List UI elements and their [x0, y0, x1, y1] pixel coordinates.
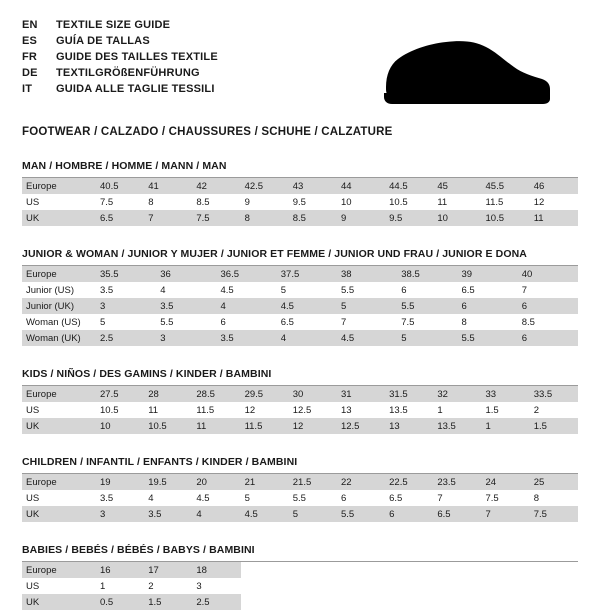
size-cell: 6.5 [385, 490, 433, 506]
size-cell: 35.5 [96, 266, 156, 282]
size-table [22, 474, 578, 522]
size-cell: 8 [241, 210, 289, 226]
language-title: TEXTILE SIZE GUIDE [56, 19, 171, 31]
size-cell: 1.5 [144, 594, 192, 610]
size-cell: 2 [144, 578, 192, 594]
row-label: Europe [22, 562, 96, 578]
size-cell [289, 578, 337, 594]
size-cell: 8 [458, 314, 518, 330]
size-section [22, 368, 578, 434]
row-label: Junior (UK) [22, 298, 96, 314]
size-cell: 4.5 [277, 298, 337, 314]
size-cell: 11 [192, 418, 240, 434]
size-cell: 3 [96, 298, 156, 314]
size-cell: 7 [518, 282, 578, 298]
row-label: Woman (US) [22, 314, 96, 330]
size-cell: 10.5 [385, 194, 433, 210]
size-cell: 21.5 [289, 474, 337, 490]
table-row [22, 194, 578, 210]
language-code: FR [22, 51, 38, 63]
size-cell: 6.5 [433, 506, 481, 522]
size-cell: 21 [241, 474, 289, 490]
size-cell: 42.5 [241, 178, 289, 194]
size-cell: 11 [530, 210, 578, 226]
size-cell: 3.5 [96, 282, 156, 298]
size-cell: 28 [144, 386, 192, 402]
size-cell: 12 [241, 402, 289, 418]
row-label: US [22, 578, 96, 594]
size-cell: 2.5 [96, 330, 156, 346]
size-cell: 7.5 [192, 210, 240, 226]
size-cell: 5 [397, 330, 457, 346]
size-cell: 4.5 [217, 282, 277, 298]
size-table [22, 178, 578, 226]
size-cell: 19.5 [144, 474, 192, 490]
size-cell: 3 [192, 578, 240, 594]
language-title: GUIDE DES TAILLES TEXTILE [56, 51, 218, 63]
size-cell [241, 578, 289, 594]
size-cell: 6 [337, 490, 385, 506]
size-cell: 42 [192, 178, 240, 194]
size-cell: 5.5 [156, 314, 216, 330]
size-cell: 30 [289, 386, 337, 402]
size-cell: 45.5 [482, 178, 530, 194]
size-cell: 10 [433, 210, 481, 226]
language-row [22, 34, 218, 48]
size-cell: 28.5 [192, 386, 240, 402]
size-cell: 36 [156, 266, 216, 282]
size-cell: 9.5 [385, 210, 433, 226]
size-cell: 16 [96, 562, 144, 578]
size-cell: 8 [530, 490, 578, 506]
size-cell: 44.5 [385, 178, 433, 194]
size-cell: 13.5 [385, 402, 433, 418]
size-cell: 39 [458, 266, 518, 282]
size-cell [482, 578, 530, 594]
size-cell: 5.5 [337, 282, 397, 298]
table-row [22, 474, 578, 490]
size-cell: 33.5 [530, 386, 578, 402]
size-cell: 33 [482, 386, 530, 402]
size-cell: 10.5 [482, 210, 530, 226]
size-cell: 3.5 [217, 330, 277, 346]
size-cell [337, 594, 385, 610]
size-cell [530, 562, 578, 578]
size-cell: 11.5 [241, 418, 289, 434]
size-cell: 6.5 [96, 210, 144, 226]
size-cell: 36.5 [217, 266, 277, 282]
row-label: UK [22, 418, 96, 434]
section-title: MAN / HOMBRE / HOMME / MANN / MAN [22, 160, 578, 178]
size-cell: 9 [337, 210, 385, 226]
size-cell: 4.5 [241, 506, 289, 522]
size-sections [22, 160, 578, 610]
table-row [22, 314, 578, 330]
table-row [22, 386, 578, 402]
size-cell: 5 [96, 314, 156, 330]
size-cell [337, 578, 385, 594]
language-code: IT [22, 83, 33, 95]
table-row [22, 402, 578, 418]
language-title: GUIDA ALLE TAGLIE TESSILI [56, 83, 215, 95]
size-cell: 11 [433, 194, 481, 210]
size-section [22, 248, 578, 346]
size-cell: 5.5 [397, 298, 457, 314]
size-cell: 44 [337, 178, 385, 194]
language-code: ES [22, 35, 38, 47]
table-row [22, 266, 578, 282]
size-cell: 4.5 [337, 330, 397, 346]
size-section [22, 544, 578, 610]
size-cell: 1 [96, 578, 144, 594]
size-cell: 31 [337, 386, 385, 402]
size-cell: 13 [337, 402, 385, 418]
size-cell: 41 [144, 178, 192, 194]
size-cell: 3 [156, 330, 216, 346]
size-table [22, 562, 578, 610]
table-row [22, 330, 578, 346]
size-cell: 5.5 [458, 330, 518, 346]
size-cell: 4 [277, 330, 337, 346]
size-cell: 6 [217, 314, 277, 330]
row-label: US [22, 490, 96, 506]
row-label: Junior (US) [22, 282, 96, 298]
language-title: TEXTILGRÖßENFÜHRUNG [56, 67, 200, 79]
size-cell: 8 [144, 194, 192, 210]
size-cell: 38 [337, 266, 397, 282]
size-cell: 22 [337, 474, 385, 490]
size-cell: 20 [192, 474, 240, 490]
size-cell [241, 594, 289, 610]
section-title: CHILDREN / INFANTIL / ENFANTS / KINDER / BAMBINI [22, 456, 578, 474]
size-cell: 12.5 [289, 402, 337, 418]
language-code: DE [22, 67, 38, 79]
size-section [22, 456, 578, 522]
row-label: UK [22, 506, 96, 522]
size-cell: 9.5 [289, 194, 337, 210]
size-cell: 2.5 [192, 594, 240, 610]
size-cell: 8.5 [192, 194, 240, 210]
size-cell: 43 [289, 178, 337, 194]
footwear-category-line: FOOTWEAR / CALZADO / CHAUSSURES / SCHUHE / CALZATURE [22, 126, 393, 138]
language-row [22, 18, 218, 32]
size-cell: 12 [530, 194, 578, 210]
size-cell: 3.5 [156, 298, 216, 314]
size-cell: 1.5 [530, 418, 578, 434]
row-label: UK [22, 594, 96, 610]
size-cell: 40.5 [96, 178, 144, 194]
size-cell: 5 [337, 298, 397, 314]
dress-shoe-icon [374, 28, 554, 114]
size-cell: 10 [337, 194, 385, 210]
size-cell: 5 [277, 282, 337, 298]
size-cell: 1.5 [482, 402, 530, 418]
size-cell [433, 562, 481, 578]
language-row [22, 50, 218, 64]
size-cell [433, 578, 481, 594]
size-cell: 29.5 [241, 386, 289, 402]
size-cell: 13 [385, 418, 433, 434]
size-cell: 27.5 [96, 386, 144, 402]
size-cell: 10.5 [144, 418, 192, 434]
language-title-list [22, 18, 218, 96]
size-cell: 8.5 [289, 210, 337, 226]
size-cell: 12 [289, 418, 337, 434]
size-cell: 18 [192, 562, 240, 578]
size-cell [289, 594, 337, 610]
size-cell: 10.5 [96, 402, 144, 418]
size-cell [482, 562, 530, 578]
size-cell: 38.5 [397, 266, 457, 282]
row-label: US [22, 402, 96, 418]
size-cell: 6.5 [277, 314, 337, 330]
size-cell: 3.5 [144, 506, 192, 522]
size-cell: 19 [96, 474, 144, 490]
size-cell: 7.5 [397, 314, 457, 330]
size-cell: 7.5 [530, 506, 578, 522]
row-label: UK [22, 210, 96, 226]
size-cell: 7 [337, 314, 397, 330]
size-cell: 6 [397, 282, 457, 298]
table-row [22, 490, 578, 506]
table-row [22, 562, 578, 578]
size-cell: 5.5 [337, 506, 385, 522]
size-cell: 22.5 [385, 474, 433, 490]
size-cell: 11.5 [482, 194, 530, 210]
size-cell [385, 578, 433, 594]
size-cell: 17 [144, 562, 192, 578]
size-table [22, 266, 578, 346]
size-cell: 4 [192, 506, 240, 522]
size-cell: 46 [530, 178, 578, 194]
size-cell: 40 [518, 266, 578, 282]
size-cell: 4 [144, 490, 192, 506]
table-row [22, 298, 578, 314]
size-cell [385, 562, 433, 578]
table-row [22, 506, 578, 522]
size-cell: 9 [241, 194, 289, 210]
size-cell: 5 [241, 490, 289, 506]
row-label: Europe [22, 474, 96, 490]
size-cell: 3 [96, 506, 144, 522]
size-cell: 32 [433, 386, 481, 402]
row-label: US [22, 194, 96, 210]
size-cell [530, 578, 578, 594]
size-cell: 6.5 [458, 282, 518, 298]
size-cell: 23.5 [433, 474, 481, 490]
size-cell: 7.5 [482, 490, 530, 506]
size-cell [289, 562, 337, 578]
size-cell: 25 [530, 474, 578, 490]
size-cell: 11.5 [192, 402, 240, 418]
table-row [22, 178, 578, 194]
size-cell [433, 594, 481, 610]
size-cell: 4.5 [192, 490, 240, 506]
table-row [22, 282, 578, 298]
section-title: KIDS / NIÑOS / DES GAMINS / KINDER / BAMBINI [22, 368, 578, 386]
size-cell: 10 [96, 418, 144, 434]
size-cell: 7 [482, 506, 530, 522]
table-row [22, 594, 578, 610]
size-cell: 12.5 [337, 418, 385, 434]
size-cell: 7.5 [96, 194, 144, 210]
size-cell: 2 [530, 402, 578, 418]
table-row [22, 418, 578, 434]
language-title: GUÍA DE TALLAS [56, 35, 150, 47]
table-row [22, 210, 578, 226]
size-cell: 4 [217, 298, 277, 314]
size-cell: 13.5 [433, 418, 481, 434]
size-cell: 31.5 [385, 386, 433, 402]
size-cell: 6 [518, 298, 578, 314]
row-label: Europe [22, 386, 96, 402]
row-label: Europe [22, 266, 96, 282]
size-table [22, 386, 578, 434]
size-cell [482, 594, 530, 610]
language-code: EN [22, 19, 38, 31]
size-cell: 11 [144, 402, 192, 418]
size-cell: 1 [482, 418, 530, 434]
size-cell: 6 [518, 330, 578, 346]
size-cell: 45 [433, 178, 481, 194]
header [22, 18, 578, 114]
size-cell: 5 [289, 506, 337, 522]
section-title: BABIES / BEBÉS / BÉBÉS / BABYS / BAMBINI [22, 544, 578, 562]
row-label: Woman (UK) [22, 330, 96, 346]
size-cell: 24 [482, 474, 530, 490]
language-row [22, 66, 218, 80]
language-row [22, 82, 218, 96]
size-cell [241, 562, 289, 578]
size-cell: 1 [433, 402, 481, 418]
row-label: Europe [22, 178, 96, 194]
size-cell: 0.5 [96, 594, 144, 610]
size-section [22, 160, 578, 226]
size-cell [530, 594, 578, 610]
size-cell: 7 [144, 210, 192, 226]
size-cell: 6 [458, 298, 518, 314]
table-row [22, 578, 578, 594]
size-cell: 37.5 [277, 266, 337, 282]
size-cell [337, 562, 385, 578]
size-cell: 5.5 [289, 490, 337, 506]
size-cell: 6 [385, 506, 433, 522]
section-title: JUNIOR & WOMAN / JUNIOR Y MUJER / JUNIOR ET FEMME / JUNIOR UND FRAU / JUNIOR E DONA [22, 248, 578, 266]
size-cell: 8.5 [518, 314, 578, 330]
size-cell: 4 [156, 282, 216, 298]
size-cell: 7 [433, 490, 481, 506]
size-cell: 3.5 [96, 490, 144, 506]
size-cell [385, 594, 433, 610]
